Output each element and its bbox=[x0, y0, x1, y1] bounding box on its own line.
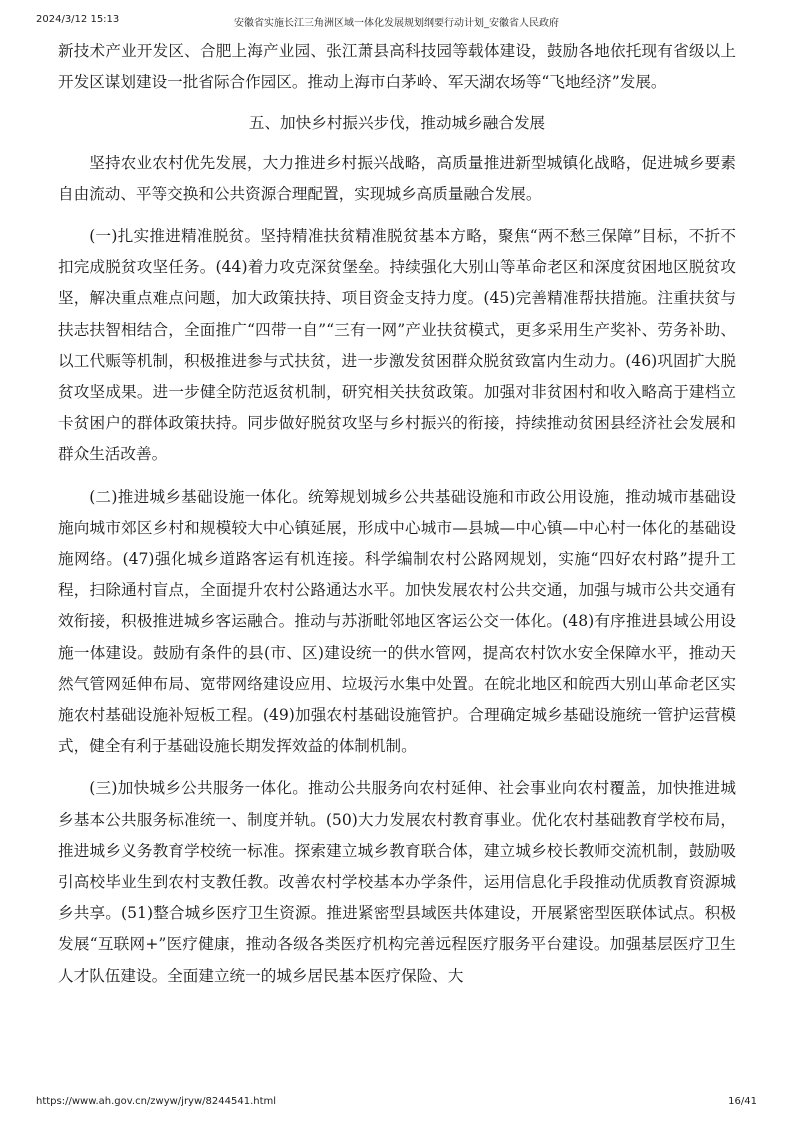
print-footer bbox=[36, 1096, 757, 1112]
print-datetime: 2024/3/12 15:13 bbox=[36, 14, 120, 25]
print-header bbox=[36, 14, 757, 30]
print-page-title: 安徽省实施长江三角洲区域一体化发展规划纲要行动计划_安徽省人民政府 bbox=[234, 18, 559, 29]
paragraph-public-service-integration: (三)加快城乡公共服务一体化。推动公共服务向农村延伸、社会事业向农村覆盖，加快推进城乡基本公共服务标准统一、制度并轨。(50)大力发展农村教育事业。优化农村基础教育学校布局，推进城乡义务教育学校统一标准。探索建立城乡教育联合体，建立城乡校长教师交流机制，鼓励吸引高校毕业生到农村支教任教。改善农村学校基本办学条件，运用信息化手段推动优质教育资源城乡共享。(51)整合城乡医疗卫生资源。推进紧密型县域医共体建设，开展紧密型医联体试点。积极发展“互联网+”医疗健康，推动各级各类医疗机构完善远程医疗服务平台建设。加强基层医疗卫生人才队伍建设。全面建立统一的城乡居民基本医疗保险、大 bbox=[58, 779, 736, 985]
document-body bbox=[58, 36, 736, 992]
page-number: 16/41 bbox=[728, 1096, 757, 1107]
paragraph-infrastructure-integration: (二)推进城乡基础设施一体化。统筹规划城乡公共基础设施和市政公用设施，推动城市基础设施向城市郊区乡村和规模较大中心镇延展，形成中心城市—县城—中心镇—中心村一体化的基础设施网络。(47)强化城乡道路客运有机连接。科学编制农村公路网规划，实施“四好农村路”提升工程，扫除通村盲点，全面提升农村公路通达水平。加快发展农村公共交通，加强与城市公共交通有效衔接，积极推进城乡客运融合。推动与苏浙毗邻地区客运公交一体化。(48)有序推进县域公用设施一体建设。鼓励有条件的县(市、区)建设统一的供水管网，提高农村饮水安全保障水平，推动天然气管网延伸布局、宽带网络建设应用、垃圾污水集中处置。在皖北地区和皖西大别山革命老区实施农村基础设施补短板工程。(49)加强农村基础设施管护。合理确定城乡基础设施统一管护运营模式，健全有利于基础设施长期发挥效益的体制机制。 bbox=[58, 487, 736, 756]
section-heading: 五、加快乡村振兴步伐，推动城乡融合发展 bbox=[248, 114, 546, 133]
intro-continuation-paragraph: 新技术产业开发区、合肥上海产业园、张江萧县高科技园等载体建设，鼓励各地依托现有省级以上开发区谋划建设一批省际合作园区。推动上海市白茅岭、军天湖农场等“飞地经济”发展。 bbox=[58, 42, 736, 92]
page-url-link[interactable]: https://www.ah.gov.cn/zwyw/jryw/8244541.html bbox=[36, 1096, 277, 1107]
paragraph-overview: 坚持农业农村优先发展，大力推进乡村振兴战略，高质量推进新型城镇化战略，促进城乡要素自由流动、平等交换和公共资源合理配置，实现城乡高质量融合发展。 bbox=[58, 153, 736, 203]
paragraph-precise-poverty-alleviation: (一)扎实推进精准脱贫。坚持精准扶贫精准脱贫基本方略，聚焦“两不愁三保障”目标，不折不扣完成脱贫攻坚任务。(44)着力攻克深贫堡垒。持续强化大别山等革命老区和深度贫困地区脱贫攻坚，解决重点难点问题，加大政策扶持、项目资金支持力度。(45)完善精准帮扶措施。注重扶贫与扶志扶智相结合，全面推广“四带一自”“三有一网”产业扶贫模式，更多采用生产奖补、劳务补助、以工代赈等机制，积极推进参与式扶贫，进一步激发贫困群众脱贫致富内生动力。(46)巩固扩大脱贫攻坚成果。进一步健全防范返贫机制，研究相关扶贫政策。加强对非贫困村和收入略高于建档立卡贫困户的群体政策扶持。同步做好脱贫攻坚与乡村振兴的衔接，持续推动贫困县经济社会发展和群众生活改善。 bbox=[58, 227, 736, 464]
